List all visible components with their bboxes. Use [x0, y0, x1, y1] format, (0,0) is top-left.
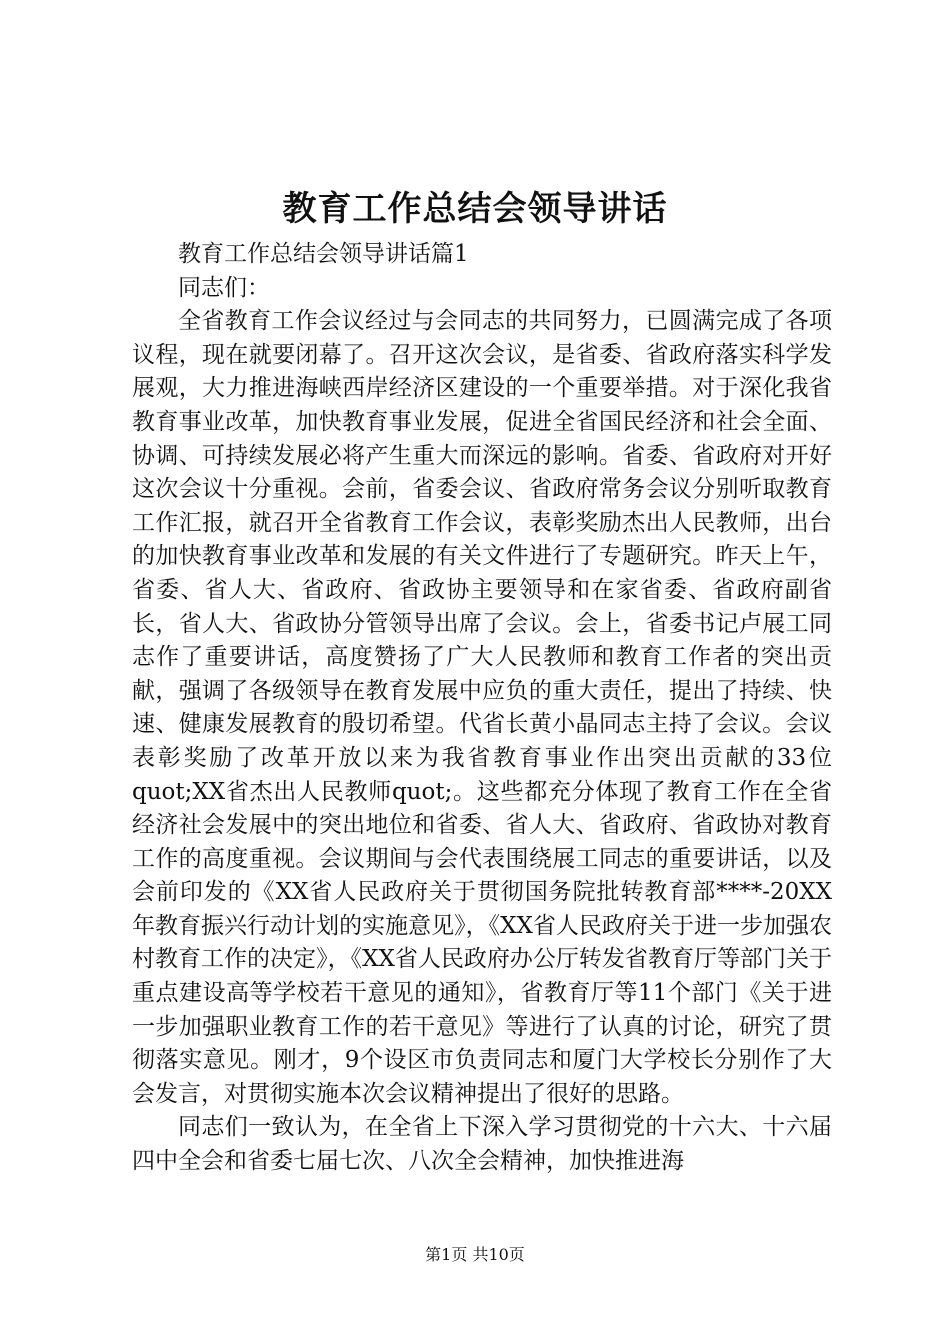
body-paragraph: 同志们一致认为，在全省上下深入学习贯彻党的十六大、十六届四中全会和省委七届七次、八次全会精神，加快推进海	[132, 1114, 832, 1175]
salutation: 同志们：	[178, 274, 270, 301]
document-body	[132, 238, 832, 1179]
body-paragraph: 全省教育工作会议经过与会同志的共同努力，已圆满完成了各项议程，现在就要闭幕了。召开这次会议，是省委、省政府落实科学发展观，大力推进海峡西岸经济区建设的一个重要举措。对于深化我省教育事业改革，加快教育事业发展，促进全省国民经济和社会全面、协调、可持续发展必将产生重大而深远的影响。省委、省政府对开好这次会议十分重视。会前，省委会议、省政府常务会议分别听取教育工作汇报，就召开全省教育工作会议，表彰奖励杰出人民教师，出台的加快教育事业改革和发展的有关文件进行了专题研究。昨天上午，省委、省人大、省政府、省政协主要领导和在家省委、省政府副省长，省人大、省政协分管领导出席了会议。会上，省委书记卢展工同志作了重要讲话，高度赞扬了广大人民教师和教育工作者的突出贡献，强调了各级领导在教育发展中应负的重大责任，提出了持续、快速、健康发展教育的殷切希望。代省长黄小晶同志主持了会议。会议表彰奖励了改革开放以来为我省教育事业作出突出贡献的33位quot;XX省杰出人民教师quot;。这些都充分体现了教育工作在全省经济社会发展中的突出地位和省委、省人大、省政府、省政协对教育工作的高度重视。会议期间与会代表围绕展工同志的重要讲话，以及会前印发的《XX省人民政府关于贯彻国务院批转教育部****-20XX年教育振兴行动计划的实施意见》，《XX省人民政府关于进一步加强农村教育工作的决定》，《XX省人民政府办公厅转发省教育厅等部门关于重点建设高等学校若干意见的通知》，省教育厅等11个部门《关于进一步加强职业教育工作的若干意见》等进行了认真的讨论，研究了贯彻落实意见。刚才，9个设区市负责同志和厦门大学校长分别作了大会发言，对贯彻实施本次会议精神提出了很好的思路。	[132, 308, 832, 1107]
page-footer: 第1页 共10页	[425, 1245, 525, 1264]
document-title: 教育工作总结会领导讲话	[282, 189, 668, 229]
document-subtitle: 教育工作总结会领导讲话篇1	[178, 241, 469, 267]
